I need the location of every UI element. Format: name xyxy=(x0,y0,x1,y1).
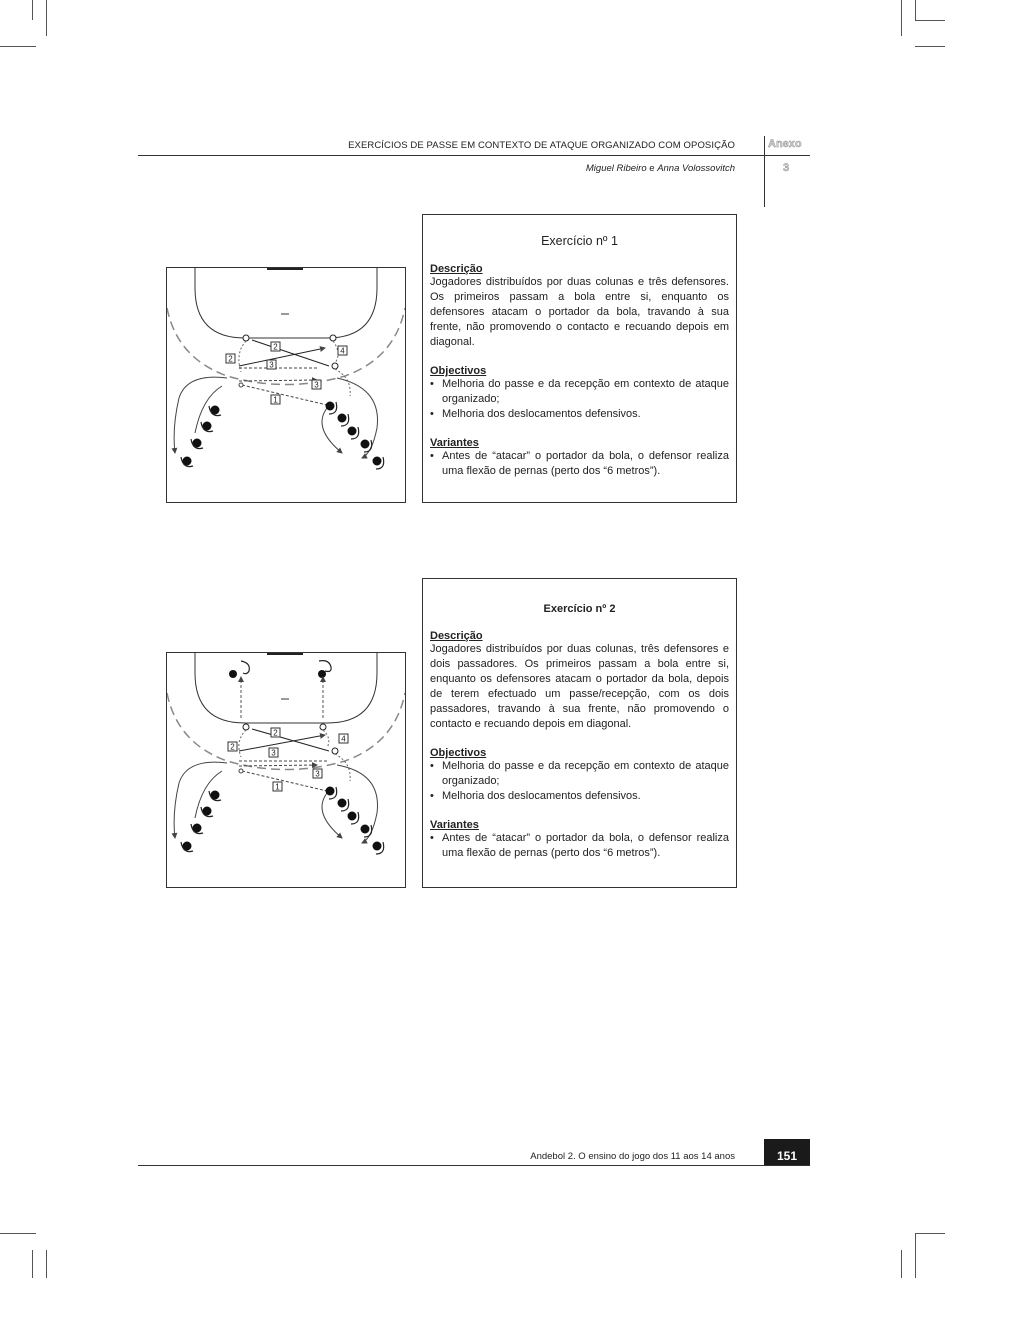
exercise-1-diagram xyxy=(166,267,406,503)
svg-text:4: 4 xyxy=(341,734,346,744)
svg-text:2: 2 xyxy=(273,728,278,738)
exercise-2-box xyxy=(422,578,737,888)
list-item: • Antes de “atacar” o portador da bola, o defensor realiza uma flexão de pernas (perto dos “6 metros”). xyxy=(430,450,729,477)
exercise-1-objectives-list xyxy=(430,377,729,422)
svg-text:1: 1 xyxy=(273,395,278,405)
svg-text:2: 2 xyxy=(228,354,233,364)
exercise-2-variants-list xyxy=(430,831,729,861)
exercise-2-variants-heading: Variantes xyxy=(430,819,479,831)
author-1: Miguel Ribeiro xyxy=(585,163,647,174)
list-item: • Melhoria dos deslocamentos defensivos. xyxy=(430,408,641,420)
exercise-1-variants-list xyxy=(430,449,729,479)
running-header-authors xyxy=(586,163,735,174)
svg-text:2: 2 xyxy=(230,742,235,752)
author-2: Anna Volossovitch xyxy=(657,163,735,174)
list-item: • Melhoria do passe e da recepção em contexto de ataque organizado; xyxy=(430,760,729,787)
exercise-1-description: Jogadores distribuídos por duas colunas e três defensores. Os primeiros passam a bola entre si, enquanto os defensores atacam o portador da bola, travando à sua frente, não promovendo o contacto e recuando depois em diagonal. xyxy=(430,276,729,348)
page-number: 151 xyxy=(764,1139,810,1165)
exercise-2-description: Jogadores distribuídos por duas colunas, três defensores e dois passadores. Os primeiros passam a bola entre si, enquanto os defensores atacam o portador da bola, depois de terem efectuado um passe/recepção, com os dois passadores, travando à sua frente, não promovendo o contacto e recuando depois em diagonal. xyxy=(430,643,729,730)
svg-text:4: 4 xyxy=(340,346,345,356)
exercise-1-variants-heading: Variantes xyxy=(430,437,479,449)
svg-text:1: 1 xyxy=(275,782,280,792)
list-item: • Melhoria do passe e da recepção em contexto de ataque organizado; xyxy=(430,378,729,405)
svg-text:3: 3 xyxy=(271,748,276,758)
exercise-1-box xyxy=(422,214,737,503)
exercise-2-objectives-list xyxy=(430,759,729,804)
exercise-2-objectives-heading: Objectivos xyxy=(430,747,487,759)
running-header-title: EXERCÍCIOS DE PASSE EM CONTEXTO DE ATAQUE ORGANIZADO COM OPOSIÇÃO xyxy=(348,140,735,151)
annex-divider xyxy=(764,136,765,207)
svg-text:2: 2 xyxy=(273,342,278,352)
footer-book-title: Andebol 2. O ensino do jogo dos 11 aos 14 anos xyxy=(530,1151,735,1162)
exercise-2-diagram xyxy=(166,652,406,888)
svg-text:3: 3 xyxy=(269,360,274,370)
svg-text:3: 3 xyxy=(314,380,319,390)
exercise-2-description-heading: Descrição xyxy=(430,630,483,642)
exercise-2-title: Exercício nº 2 xyxy=(543,603,616,615)
exercise-1-objectives-heading: Objectivos xyxy=(430,365,487,377)
author-conjunction: e xyxy=(646,163,658,174)
footer-rule xyxy=(138,1165,810,1166)
exercise-1-title: Exercício nº 1 xyxy=(541,234,618,248)
list-item: • Antes de “atacar” o portador da bola, o defensor realiza uma flexão de pernas (perto dos “6 metros”). xyxy=(430,832,729,859)
svg-text:3: 3 xyxy=(315,769,320,779)
header-rule xyxy=(138,155,810,156)
annex-number: 3 xyxy=(783,162,790,174)
annex-label: Anexo xyxy=(768,138,802,150)
exercise-1-description-heading: Descrição xyxy=(430,263,483,275)
list-item: • Melhoria dos deslocamentos defensivos. xyxy=(430,790,641,802)
